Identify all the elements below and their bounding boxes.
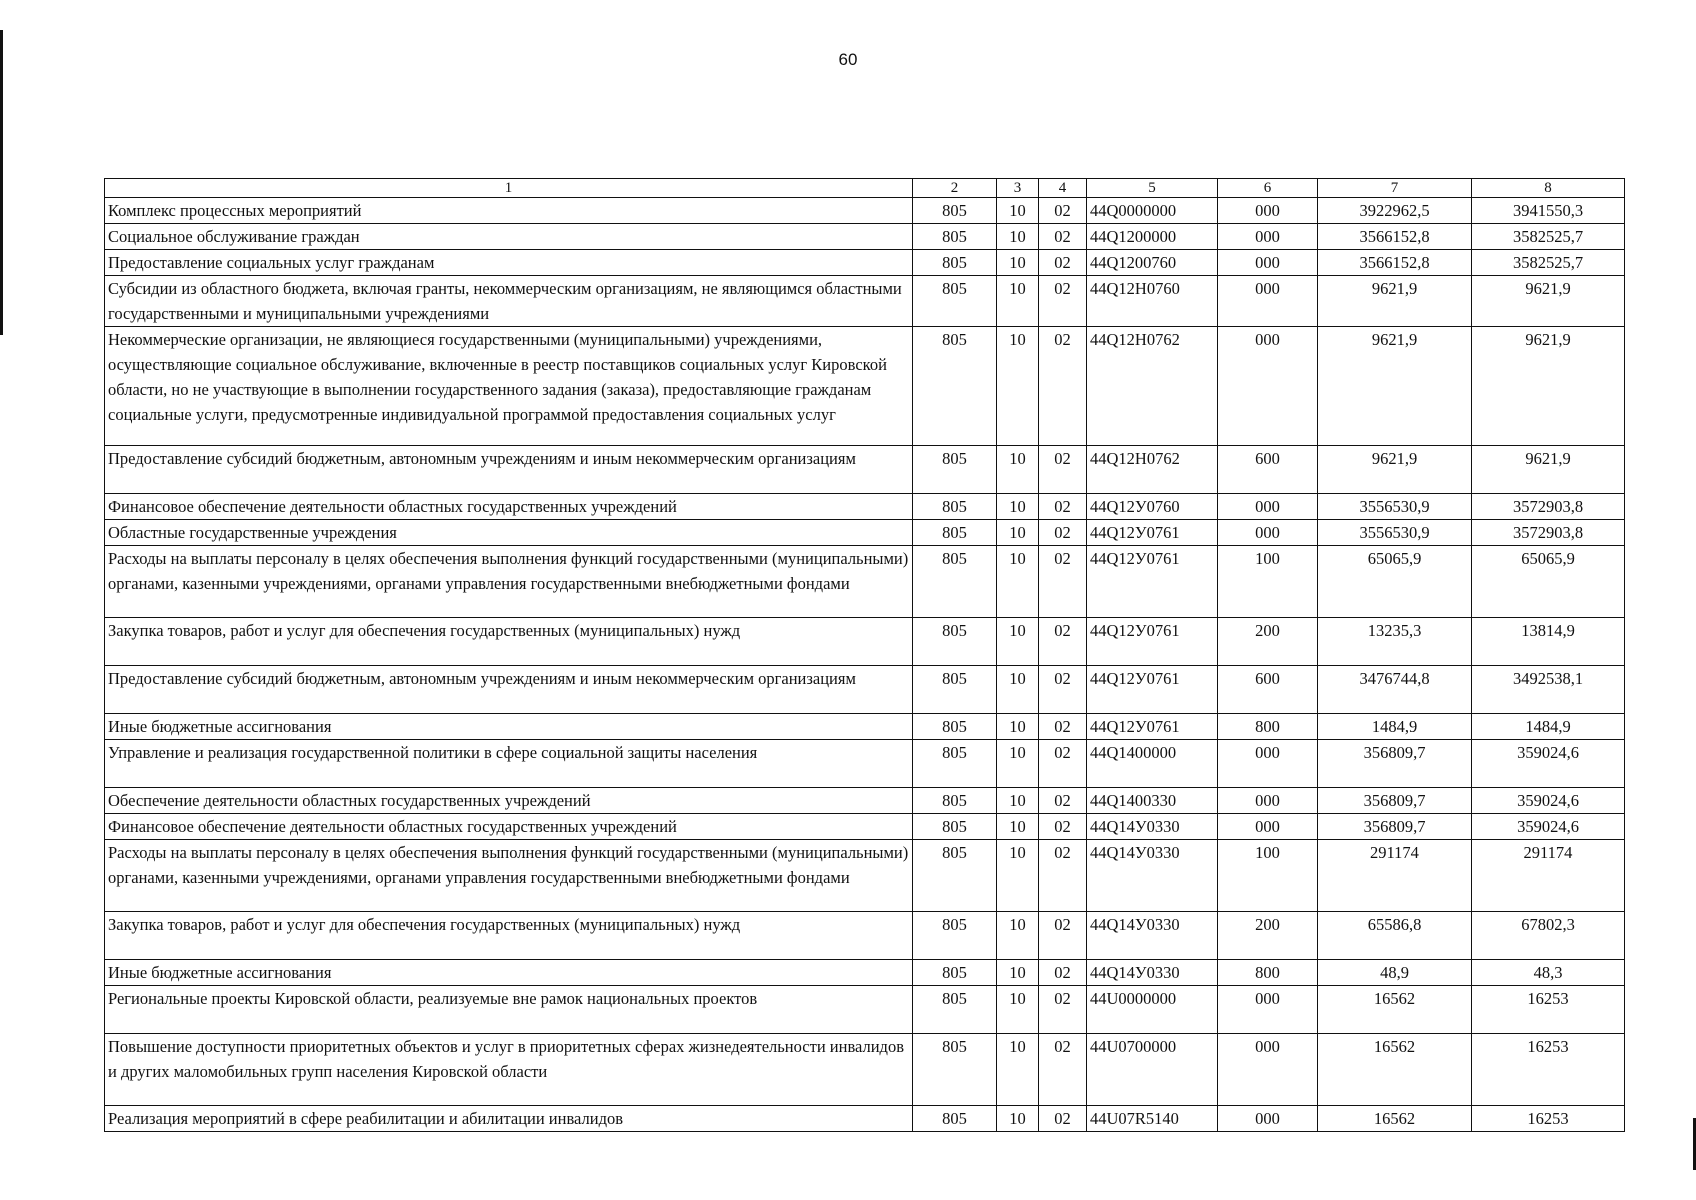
grbs-code-cell: 805 bbox=[913, 224, 997, 250]
item-name-cell: Предоставление субсидий бюджетным, автономным учреждениям и иным некоммерческим организациям bbox=[105, 446, 913, 494]
grbs-code-cell: 805 bbox=[913, 1034, 997, 1106]
amount-year1-cell: 3556530,9 bbox=[1318, 494, 1472, 520]
item-name-cell: Социальное обслуживание граждан bbox=[105, 224, 913, 250]
subsection-code-cell: 02 bbox=[1039, 276, 1087, 327]
grbs-code-cell: 805 bbox=[913, 520, 997, 546]
grbs-code-cell: 805 bbox=[913, 618, 997, 666]
amount-year1-cell: 9621,9 bbox=[1318, 276, 1472, 327]
grbs-code-cell: 805 bbox=[913, 250, 997, 276]
table-row bbox=[105, 276, 1625, 327]
target-article-cell: 44Q12У0760 bbox=[1087, 494, 1218, 520]
table-row bbox=[105, 1034, 1625, 1106]
item-name-cell: Предоставление социальных услуг гражданам bbox=[105, 250, 913, 276]
item-name-cell: Финансовое обеспечение деятельности областных государственных учреждений bbox=[105, 814, 913, 840]
amount-year1-cell: 13235,3 bbox=[1318, 618, 1472, 666]
item-name-cell: Финансовое обеспечение деятельности областных государственных учреждений bbox=[105, 494, 913, 520]
target-article-cell: 44Q1200000 bbox=[1087, 224, 1218, 250]
expense-type-cell: 100 bbox=[1218, 546, 1318, 618]
subsection-code-cell: 02 bbox=[1039, 250, 1087, 276]
amount-year2-cell: 48,3 bbox=[1472, 960, 1625, 986]
amount-year1-cell: 356809,7 bbox=[1318, 740, 1472, 788]
table-row bbox=[105, 912, 1625, 960]
table-row bbox=[105, 546, 1625, 618]
grbs-code-cell: 805 bbox=[913, 986, 997, 1034]
table-row bbox=[105, 327, 1625, 446]
amount-year1-cell: 48,9 bbox=[1318, 960, 1472, 986]
amount-year2-cell: 9621,9 bbox=[1472, 446, 1625, 494]
amount-year1-cell: 65586,8 bbox=[1318, 912, 1472, 960]
item-name-cell: Управление и реализация государственной политики в сфере социальной защиты населения bbox=[105, 740, 913, 788]
table-row bbox=[105, 1106, 1625, 1132]
target-article-cell: 44Q14У0330 bbox=[1087, 840, 1218, 912]
subsection-code-cell: 02 bbox=[1039, 546, 1087, 618]
item-name-cell: Комплекс процессных мероприятий bbox=[105, 198, 913, 224]
item-name-cell: Областные государственные учреждения bbox=[105, 520, 913, 546]
target-article-cell: 44Q12У0761 bbox=[1087, 618, 1218, 666]
subsection-code-cell: 02 bbox=[1039, 327, 1087, 446]
table-row bbox=[105, 666, 1625, 714]
section-code-cell: 10 bbox=[997, 198, 1039, 224]
item-name-cell: Расходы на выплаты персоналу в целях обеспечения выполнения функций государственными (муниципальными) органами, казенными учреждениями, органами управления государственными внебюджетными фондами bbox=[105, 546, 913, 618]
amount-year2-cell: 291174 bbox=[1472, 840, 1625, 912]
subsection-code-cell: 02 bbox=[1039, 1034, 1087, 1106]
expense-type-cell: 600 bbox=[1218, 446, 1318, 494]
table-row bbox=[105, 814, 1625, 840]
table-row bbox=[105, 618, 1625, 666]
section-code-cell: 10 bbox=[997, 714, 1039, 740]
amount-year2-cell: 3492538,1 bbox=[1472, 666, 1625, 714]
expense-type-cell: 000 bbox=[1218, 224, 1318, 250]
grbs-code-cell: 805 bbox=[913, 912, 997, 960]
section-code-cell: 10 bbox=[997, 276, 1039, 327]
expense-type-cell: 000 bbox=[1218, 740, 1318, 788]
section-code-cell: 10 bbox=[997, 618, 1039, 666]
item-name-cell: Расходы на выплаты персоналу в целях обеспечения выполнения функций государственными (муниципальными) органами, казенными учреждениями, органами управления государственными внебюджетными фондами bbox=[105, 840, 913, 912]
amount-year2-cell: 359024,6 bbox=[1472, 814, 1625, 840]
table-row bbox=[105, 986, 1625, 1034]
section-code-cell: 10 bbox=[997, 520, 1039, 546]
subsection-code-cell: 02 bbox=[1039, 788, 1087, 814]
table-header-row bbox=[105, 179, 1625, 198]
grbs-code-cell: 805 bbox=[913, 546, 997, 618]
section-code-cell: 10 bbox=[997, 327, 1039, 446]
amount-year2-cell: 16253 bbox=[1472, 1034, 1625, 1106]
amount-year1-cell: 65065,9 bbox=[1318, 546, 1472, 618]
column-header: 8 bbox=[1472, 179, 1625, 198]
subsection-code-cell: 02 bbox=[1039, 714, 1087, 740]
amount-year1-cell: 356809,7 bbox=[1318, 788, 1472, 814]
table-body bbox=[105, 179, 1625, 1132]
subsection-code-cell: 02 bbox=[1039, 666, 1087, 714]
target-article-cell: 44Q12У0761 bbox=[1087, 666, 1218, 714]
page-number: 60 bbox=[838, 50, 858, 69]
target-article-cell: 44Q0000000 bbox=[1087, 198, 1218, 224]
target-article-cell: 44Q12У0761 bbox=[1087, 546, 1218, 618]
grbs-code-cell: 805 bbox=[913, 788, 997, 814]
grbs-code-cell: 805 bbox=[913, 494, 997, 520]
subsection-code-cell: 02 bbox=[1039, 520, 1087, 546]
item-name-cell: Иные бюджетные ассигнования bbox=[105, 714, 913, 740]
amount-year2-cell: 1484,9 bbox=[1472, 714, 1625, 740]
subsection-code-cell: 02 bbox=[1039, 446, 1087, 494]
grbs-code-cell: 805 bbox=[913, 446, 997, 494]
table-row bbox=[105, 494, 1625, 520]
column-header: 4 bbox=[1039, 179, 1087, 198]
subsection-code-cell: 02 bbox=[1039, 960, 1087, 986]
table-row bbox=[105, 198, 1625, 224]
amount-year1-cell: 3922962,5 bbox=[1318, 198, 1472, 224]
target-article-cell: 44Q14У0330 bbox=[1087, 814, 1218, 840]
section-code-cell: 10 bbox=[997, 1034, 1039, 1106]
target-article-cell: 44Q1400330 bbox=[1087, 788, 1218, 814]
expense-type-cell: 000 bbox=[1218, 327, 1318, 446]
grbs-code-cell: 805 bbox=[913, 327, 997, 446]
expense-type-cell: 000 bbox=[1218, 788, 1318, 814]
expense-type-cell: 000 bbox=[1218, 276, 1318, 327]
amount-year2-cell: 9621,9 bbox=[1472, 327, 1625, 446]
grbs-code-cell: 805 bbox=[913, 960, 997, 986]
expense-type-cell: 000 bbox=[1218, 814, 1318, 840]
target-article-cell: 44Q14У0330 bbox=[1087, 960, 1218, 986]
target-article-cell: 44Q12H0762 bbox=[1087, 327, 1218, 446]
target-article-cell: 44U07R5140 bbox=[1087, 1106, 1218, 1132]
grbs-code-cell: 805 bbox=[913, 740, 997, 788]
amount-year2-cell: 9621,9 bbox=[1472, 276, 1625, 327]
expense-type-cell: 000 bbox=[1218, 520, 1318, 546]
grbs-code-cell: 805 bbox=[913, 198, 997, 224]
subsection-code-cell: 02 bbox=[1039, 198, 1087, 224]
column-header: 7 bbox=[1318, 179, 1472, 198]
target-article-cell: 44U0000000 bbox=[1087, 986, 1218, 1034]
table-row bbox=[105, 788, 1625, 814]
grbs-code-cell: 805 bbox=[913, 1106, 997, 1132]
item-name-cell: Иные бюджетные ассигнования bbox=[105, 960, 913, 986]
item-name-cell: Обеспечение деятельности областных государственных учреждений bbox=[105, 788, 913, 814]
amount-year2-cell: 67802,3 bbox=[1472, 912, 1625, 960]
item-name-cell: Закупка товаров, работ и услуг для обеспечения государственных (муниципальных) нужд bbox=[105, 618, 913, 666]
column-header: 2 bbox=[913, 179, 997, 198]
target-article-cell: 44Q12H0760 bbox=[1087, 276, 1218, 327]
section-code-cell: 10 bbox=[997, 250, 1039, 276]
amount-year2-cell: 16253 bbox=[1472, 986, 1625, 1034]
amount-year2-cell: 3572903,8 bbox=[1472, 494, 1625, 520]
amount-year1-cell: 356809,7 bbox=[1318, 814, 1472, 840]
section-code-cell: 10 bbox=[997, 546, 1039, 618]
table-row bbox=[105, 840, 1625, 912]
section-code-cell: 10 bbox=[997, 986, 1039, 1034]
subsection-code-cell: 02 bbox=[1039, 740, 1087, 788]
subsection-code-cell: 02 bbox=[1039, 986, 1087, 1034]
amount-year2-cell: 3572903,8 bbox=[1472, 520, 1625, 546]
subsection-code-cell: 02 bbox=[1039, 912, 1087, 960]
amount-year1-cell: 3476744,8 bbox=[1318, 666, 1472, 714]
expense-type-cell: 000 bbox=[1218, 198, 1318, 224]
table-row bbox=[105, 224, 1625, 250]
column-header: 6 bbox=[1218, 179, 1318, 198]
amount-year2-cell: 13814,9 bbox=[1472, 618, 1625, 666]
section-code-cell: 10 bbox=[997, 446, 1039, 494]
table-row bbox=[105, 714, 1625, 740]
amount-year2-cell: 65065,9 bbox=[1472, 546, 1625, 618]
amount-year1-cell: 3566152,8 bbox=[1318, 250, 1472, 276]
item-name-cell: Региональные проекты Кировской области, реализуемые вне рамок национальных проектов bbox=[105, 986, 913, 1034]
amount-year1-cell: 9621,9 bbox=[1318, 446, 1472, 494]
expense-type-cell: 000 bbox=[1218, 250, 1318, 276]
table-row bbox=[105, 960, 1625, 986]
target-article-cell: 44U0700000 bbox=[1087, 1034, 1218, 1106]
amount-year2-cell: 359024,6 bbox=[1472, 788, 1625, 814]
section-code-cell: 10 bbox=[997, 840, 1039, 912]
item-name-cell: Реализация мероприятий в сфере реабилитации и абилитации инвалидов bbox=[105, 1106, 913, 1132]
expense-type-cell: 100 bbox=[1218, 840, 1318, 912]
expense-type-cell: 000 bbox=[1218, 1106, 1318, 1132]
item-name-cell: Некоммерческие организации, не являющиеся государственными (муниципальными) учреждениями, осуществляющие социальное обслуживание, включенные в реестр поставщиков социальных услуг Кировской области, но не участвующие в выполнении государственного задания (заказа), предоставляющие гражданам социальные услуги, предусмотренные индивидуальной программой предоставления социальных услуг bbox=[105, 327, 913, 446]
expense-type-cell: 200 bbox=[1218, 912, 1318, 960]
column-header: 3 bbox=[997, 179, 1039, 198]
section-code-cell: 10 bbox=[997, 788, 1039, 814]
budget-table bbox=[104, 178, 1625, 1132]
amount-year1-cell: 3556530,9 bbox=[1318, 520, 1472, 546]
section-code-cell: 10 bbox=[997, 912, 1039, 960]
expense-type-cell: 800 bbox=[1218, 714, 1318, 740]
expense-type-cell: 000 bbox=[1218, 986, 1318, 1034]
table-row bbox=[105, 250, 1625, 276]
section-code-cell: 10 bbox=[997, 740, 1039, 788]
grbs-code-cell: 805 bbox=[913, 840, 997, 912]
column-header: 5 bbox=[1087, 179, 1218, 198]
item-name-cell: Повышение доступности приоритетных объектов и услуг в приоритетных сферах жизнедеятельности инвалидов и других маломобильных групп населения Кировской области bbox=[105, 1034, 913, 1106]
section-code-cell: 10 bbox=[997, 666, 1039, 714]
amount-year1-cell: 9621,9 bbox=[1318, 327, 1472, 446]
amount-year2-cell: 3582525,7 bbox=[1472, 224, 1625, 250]
target-article-cell: 44Q1200760 bbox=[1087, 250, 1218, 276]
scan-edge-left bbox=[0, 30, 3, 335]
table-row bbox=[105, 740, 1625, 788]
item-name-cell: Предоставление субсидий бюджетным, автономным учреждениям и иным некоммерческим организациям bbox=[105, 666, 913, 714]
target-article-cell: 44Q12H0762 bbox=[1087, 446, 1218, 494]
target-article-cell: 44Q12У0761 bbox=[1087, 520, 1218, 546]
subsection-code-cell: 02 bbox=[1039, 840, 1087, 912]
target-article-cell: 44Q12У0761 bbox=[1087, 714, 1218, 740]
item-name-cell: Субсидии из областного бюджета, включая гранты, некоммерческим организациям, не являющимся областными государственными и муниципальными учреждениями bbox=[105, 276, 913, 327]
section-code-cell: 10 bbox=[997, 1106, 1039, 1132]
expense-type-cell: 600 bbox=[1218, 666, 1318, 714]
grbs-code-cell: 805 bbox=[913, 814, 997, 840]
subsection-code-cell: 02 bbox=[1039, 224, 1087, 250]
item-name-cell: Закупка товаров, работ и услуг для обеспечения государственных (муниципальных) нужд bbox=[105, 912, 913, 960]
expense-type-cell: 800 bbox=[1218, 960, 1318, 986]
amount-year2-cell: 16253 bbox=[1472, 1106, 1625, 1132]
amount-year1-cell: 16562 bbox=[1318, 986, 1472, 1034]
target-article-cell: 44Q1400000 bbox=[1087, 740, 1218, 788]
grbs-code-cell: 805 bbox=[913, 714, 997, 740]
amount-year1-cell: 1484,9 bbox=[1318, 714, 1472, 740]
subsection-code-cell: 02 bbox=[1039, 618, 1087, 666]
column-header: 1 bbox=[105, 179, 913, 198]
amount-year2-cell: 359024,6 bbox=[1472, 740, 1625, 788]
amount-year1-cell: 16562 bbox=[1318, 1106, 1472, 1132]
grbs-code-cell: 805 bbox=[913, 666, 997, 714]
section-code-cell: 10 bbox=[997, 960, 1039, 986]
expense-type-cell: 000 bbox=[1218, 1034, 1318, 1106]
grbs-code-cell: 805 bbox=[913, 276, 997, 327]
amount-year1-cell: 3566152,8 bbox=[1318, 224, 1472, 250]
amount-year1-cell: 16562 bbox=[1318, 1034, 1472, 1106]
subsection-code-cell: 02 bbox=[1039, 494, 1087, 520]
section-code-cell: 10 bbox=[997, 814, 1039, 840]
section-code-cell: 10 bbox=[997, 494, 1039, 520]
amount-year2-cell: 3941550,3 bbox=[1472, 198, 1625, 224]
subsection-code-cell: 02 bbox=[1039, 1106, 1087, 1132]
expense-type-cell: 000 bbox=[1218, 494, 1318, 520]
amount-year1-cell: 291174 bbox=[1318, 840, 1472, 912]
table-row bbox=[105, 446, 1625, 494]
expense-type-cell: 200 bbox=[1218, 618, 1318, 666]
amount-year2-cell: 3582525,7 bbox=[1472, 250, 1625, 276]
subsection-code-cell: 02 bbox=[1039, 814, 1087, 840]
table-row bbox=[105, 520, 1625, 546]
section-code-cell: 10 bbox=[997, 224, 1039, 250]
target-article-cell: 44Q14У0330 bbox=[1087, 912, 1218, 960]
